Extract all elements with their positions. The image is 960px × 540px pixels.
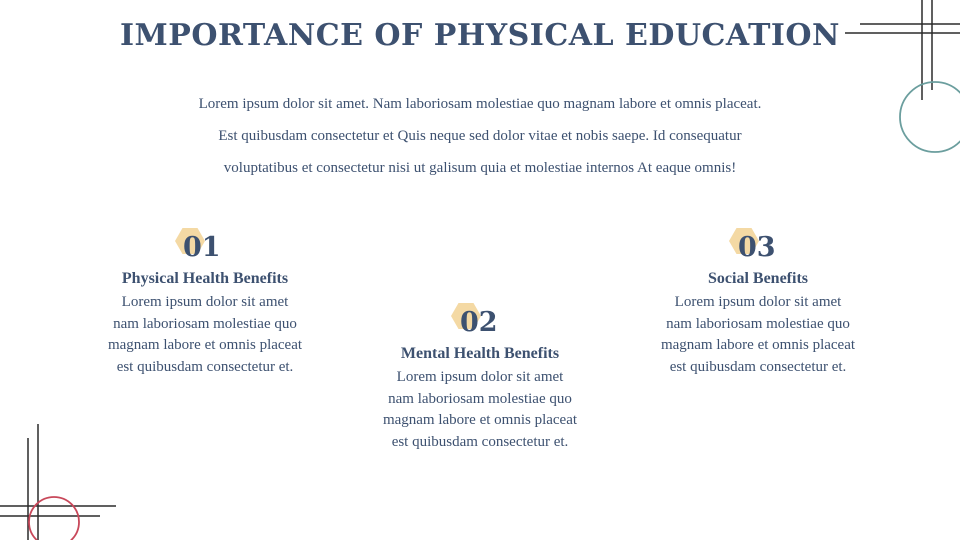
item-number: 01 bbox=[183, 232, 221, 263]
body-line: est quibusdam consectetur et. bbox=[116, 358, 294, 375]
body-line: Lorem ipsum dolor sit amet bbox=[396, 369, 564, 385]
intro-line: voluptatibus et consectetur nisi ut galisum quia et molestiae internos At eaque omnis! bbox=[223, 160, 737, 176]
intro-line: Lorem ipsum dolor sit amet. Nam laboriosam molestiae quo magnam labore et omnis placeat. bbox=[198, 96, 762, 112]
item-heading: Social Benefits bbox=[708, 270, 808, 287]
body-line: Lorem ipsum dolor sit amet bbox=[121, 294, 289, 310]
body-line: magnam labore et omnis placeat bbox=[660, 337, 856, 353]
item-heading: Mental Health Benefits bbox=[400, 345, 560, 362]
benefit-mental bbox=[350, 301, 610, 453]
item-number: 03 bbox=[738, 232, 776, 263]
body-line: nam laboriosam molestiae quo bbox=[666, 315, 850, 332]
benefit-physical bbox=[75, 226, 335, 378]
page-title: IMPORTANCE OF PHYSICAL EDUCATION bbox=[120, 18, 840, 53]
decorative-circle-top bbox=[900, 82, 960, 152]
benefit-social bbox=[628, 226, 888, 378]
intro-paragraph bbox=[110, 88, 850, 184]
item-number: 02 bbox=[460, 307, 498, 338]
item-body bbox=[628, 292, 888, 378]
body-line: Lorem ipsum dolor sit amet bbox=[674, 294, 842, 310]
intro-line: Est quibusdam consectetur et Quis neque sed dolor vitae et nobis saepe. Id consequatur bbox=[218, 128, 742, 144]
decorative-circle-bottom bbox=[29, 497, 79, 540]
body-line: nam laboriosam molestiae quo bbox=[113, 315, 297, 332]
body-line: est quibusdam consectetur et. bbox=[669, 358, 847, 375]
item-heading: Physical Health Benefits bbox=[121, 270, 289, 287]
body-line: nam laboriosam molestiae quo bbox=[388, 390, 572, 407]
body-line: magnam labore et omnis placeat bbox=[382, 412, 578, 428]
body-line: magnam labore et omnis placeat bbox=[107, 337, 303, 353]
item-body bbox=[75, 292, 335, 378]
item-body bbox=[350, 367, 610, 453]
body-line: est quibusdam consectetur et. bbox=[391, 433, 569, 450]
